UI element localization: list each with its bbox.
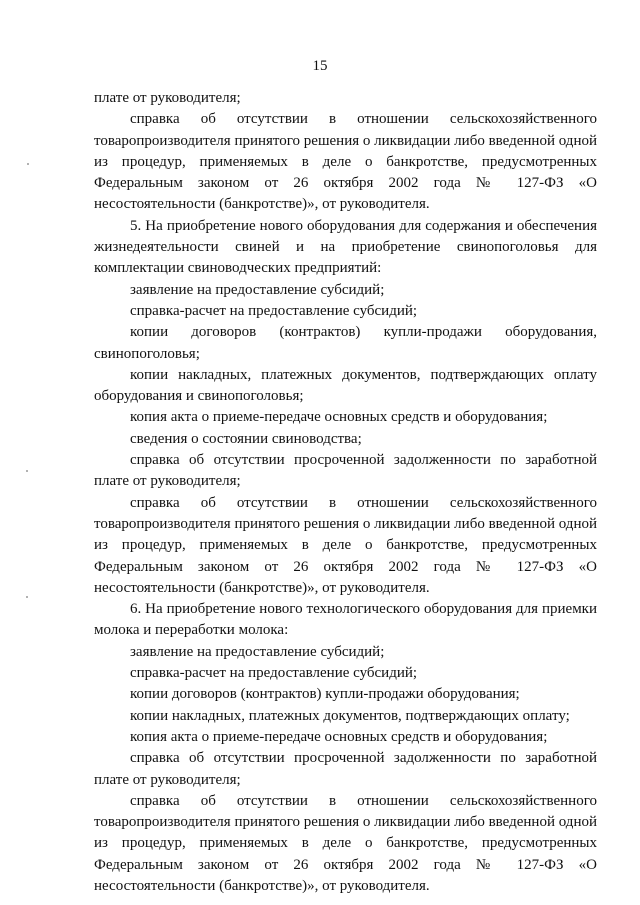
list-item: копии договоров (контрактов) купли-продажи оборудования; [130, 686, 520, 703]
list-item: копии накладных, платежных документов, подтверждающих оплату оборудования и свинопоголовья; [94, 366, 597, 405]
list-item: справка об отсутствии в отношении сельскохозяйственного товаропроизводителя принятого решения о ликвидации либо введенной одной из процедур, применяемых в деле о банкротстве, предусмотренных Федеральным законом от 26 октября 2002 года № 127-ФЗ «О несостоятельности (банкротстве)», от руководителя. [94, 792, 597, 894]
list-item: справка об отсутствии просроченной задолженности по заработной плате от руководителя; [94, 750, 597, 788]
list-item: сведения о состоянии свиноводства; [130, 430, 362, 447]
paragraph-continuation: плате от руководителя; [94, 90, 241, 106]
section-heading-6: 6. На приобретение нового технологического оборудования для приемки молока и переработки молока: [94, 601, 597, 639]
scan-artifact [27, 163, 29, 165]
paragraph: справка об отсутствии в отношении сельскохозяйственного товаропроизводителя принятого решения о ликвидации либо введенной одной из процедур, применяемых в деле о банкротстве, предусмотренных Федеральным законом от 26 октября 2002 года № 127-ФЗ «О несостоятельности (банкротстве)», от руководителя. [94, 111, 597, 213]
list-item: копия акта о приеме-передаче основных средств и оборудования; [130, 728, 548, 745]
document-body [94, 88, 597, 897]
list-item: заявление на предоставление субсидий; [130, 643, 385, 660]
list-item: справка об отсутствии просроченной задолженности по заработной плате от руководителя; [94, 452, 597, 490]
list-item: копии накладных, платежных документов, подтверждающих оплату; [130, 707, 570, 724]
scan-artifact [26, 596, 28, 598]
list-item: справка-расчет на предоставление субсидий; [130, 302, 418, 319]
scan-artifact [26, 470, 28, 472]
section-heading-5: 5. На приобретение нового оборудования для содержания и обеспечения жизнедеятельности свиней и на приобретение свинопоголовья для комплектации свиноводческих предприятий: [94, 217, 597, 277]
list-item: заявление на предоставление субсидий; [130, 281, 385, 298]
list-item: копии договоров (контрактов) купли-продажи оборудования, свинопоголовья; [94, 324, 597, 362]
list-item: справка-расчет на предоставление субсидий; [130, 665, 418, 682]
page-number: 15 [312, 58, 328, 74]
list-item: справка об отсутствии в отношении сельскохозяйственного товаропроизводителя принятого решения о ликвидации либо введенной одной из процедур, применяемых в деле о банкротстве, предусмотренных Федеральным законом от 26 октября 2002 года № 127-ФЗ «О несостоятельности (банкротстве)», от руководителя. [94, 494, 597, 596]
list-item: копия акта о приеме-передаче основных средств и оборудования; [130, 409, 548, 426]
